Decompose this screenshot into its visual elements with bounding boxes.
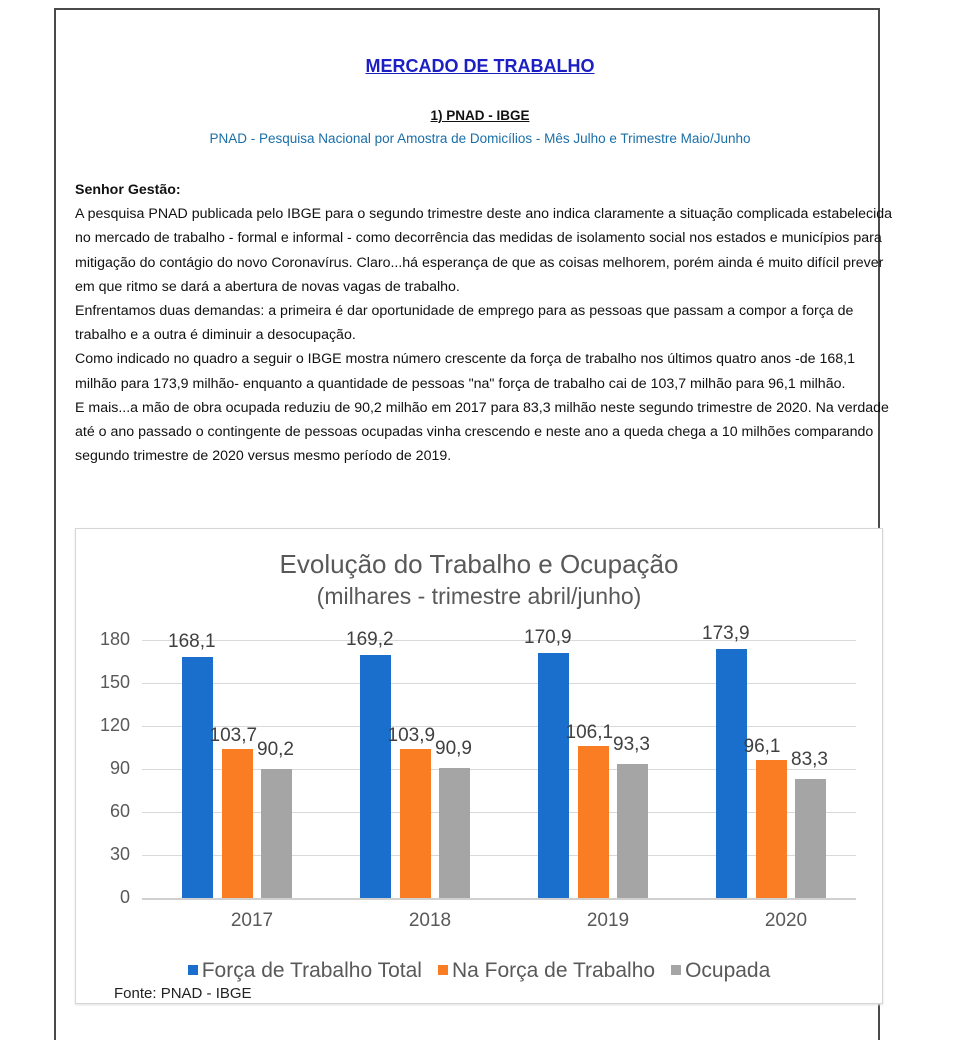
y-tick-label: 120 [99,715,130,735]
y-tick-label: 60 [109,801,130,821]
bar [400,749,431,898]
paragraph: E mais...a mão de obra ocupada reduziu de 90,2 milhão em 2017 para 83,3 milhão neste segundo trimestre de 2020. Na verdade até o ano passado o contingente de pessoas ocupadas vinha crescendo e neste ano a queda chega a 10 milhões comparando segundo trimestre de 2020 versus mesmo período de 2019. [75,399,889,465]
bar-chart [75,528,883,1004]
legend-label: Ocupada [685,959,771,982]
bar [261,769,292,898]
section-title: 1) PNAD - IBGE [430,108,530,123]
data-label: 173,9 [702,622,750,644]
plot-area [76,529,882,1003]
y-tick-label: 180 [99,629,130,649]
bar [795,779,826,898]
x-tick-label: 2019 [586,910,630,931]
legend-item [671,959,770,983]
body-text [75,178,895,468]
data-label: 83,3 [791,748,828,770]
section-description: PNAD - Pesquisa Nacional por Amostra de Domicílios - Mês Julho e Trimestre Maio/Junho [209,131,751,146]
paragraph: A pesquisa PNAD publicada pelo IBGE para o segundo trimestre deste ano indica claramente a situação complicada estabelecida no mercado de trabalho - formal e informal - como decorrência das medidas de isolamento social nos estados e municípios para mitigação do contágio do novo Coronavírus. Claro...há esperança de que as coisas melhorem, porém ainda é muito difícil prever em que ritmo se dará a abertura de novas vagas de trabalho. [75,206,893,295]
chart-subtitle: (milhares - trimestre abril/junho) [316,583,642,609]
legend-label: Força de Trabalho Total [201,959,422,982]
greeting: Senhor Gestão: [75,182,181,198]
bar [360,655,391,898]
gridline [142,683,856,684]
chart-source: Fonte: PNAD - IBGE [114,985,252,1002]
data-label: 170,9 [524,627,572,649]
bar [716,649,747,898]
legend-item [438,959,655,983]
x-tick-label: 2020 [764,910,808,931]
x-tick-label: 2018 [408,910,452,931]
y-tick-label: 0 [119,887,130,907]
y-tick-label: 90 [109,758,130,778]
legend-swatch-icon [188,965,198,975]
data-label: 96,1 [743,736,781,758]
y-tick-label: 30 [109,844,130,864]
data-label: 103,9 [387,725,436,747]
legend-item [188,959,422,983]
data-label: 168,1 [168,631,216,653]
legend-swatch-icon [438,965,448,975]
legend-swatch-icon [671,965,681,975]
paragraph: Enfrentamos duas demandas: a primeira é dar oportunidade de emprego para as pessoas que passam a compor a força de trabalho e a outra é diminuir a desocupação. [75,303,854,344]
chart-legend [76,959,882,983]
bar [538,653,569,898]
bar [182,657,213,898]
data-label: 90,2 [257,738,294,760]
paragraph: Como indicado no quadro a seguir o IBGE mostra número crescente da força de trabalho nos últimos quatro anos -de 168,1 milhão para 173,9 milhão- enquanto a quantidade de pessoas "na" força de trabalho cai de 103,7 milhão para 96,1 milhão. [75,351,855,392]
bar [578,746,609,898]
page-title: MERCADO DE TRABALHO [365,56,595,76]
bar [222,749,253,898]
x-tick-label: 2017 [230,910,274,931]
bar [617,764,648,898]
data-label: 169,2 [346,629,394,651]
legend-label: Na Força de Trabalho [451,959,656,982]
y-tick-label: 150 [99,672,130,692]
data-label: 93,3 [613,734,650,756]
x-axis-line [142,898,856,900]
bar [439,768,470,898]
data-label: 103,7 [209,725,258,747]
data-label: 106,1 [565,721,614,743]
chart-title: Evolução do Trabalho e Ocupação [279,549,679,579]
bar [756,760,787,898]
data-label: 90,9 [435,737,472,759]
